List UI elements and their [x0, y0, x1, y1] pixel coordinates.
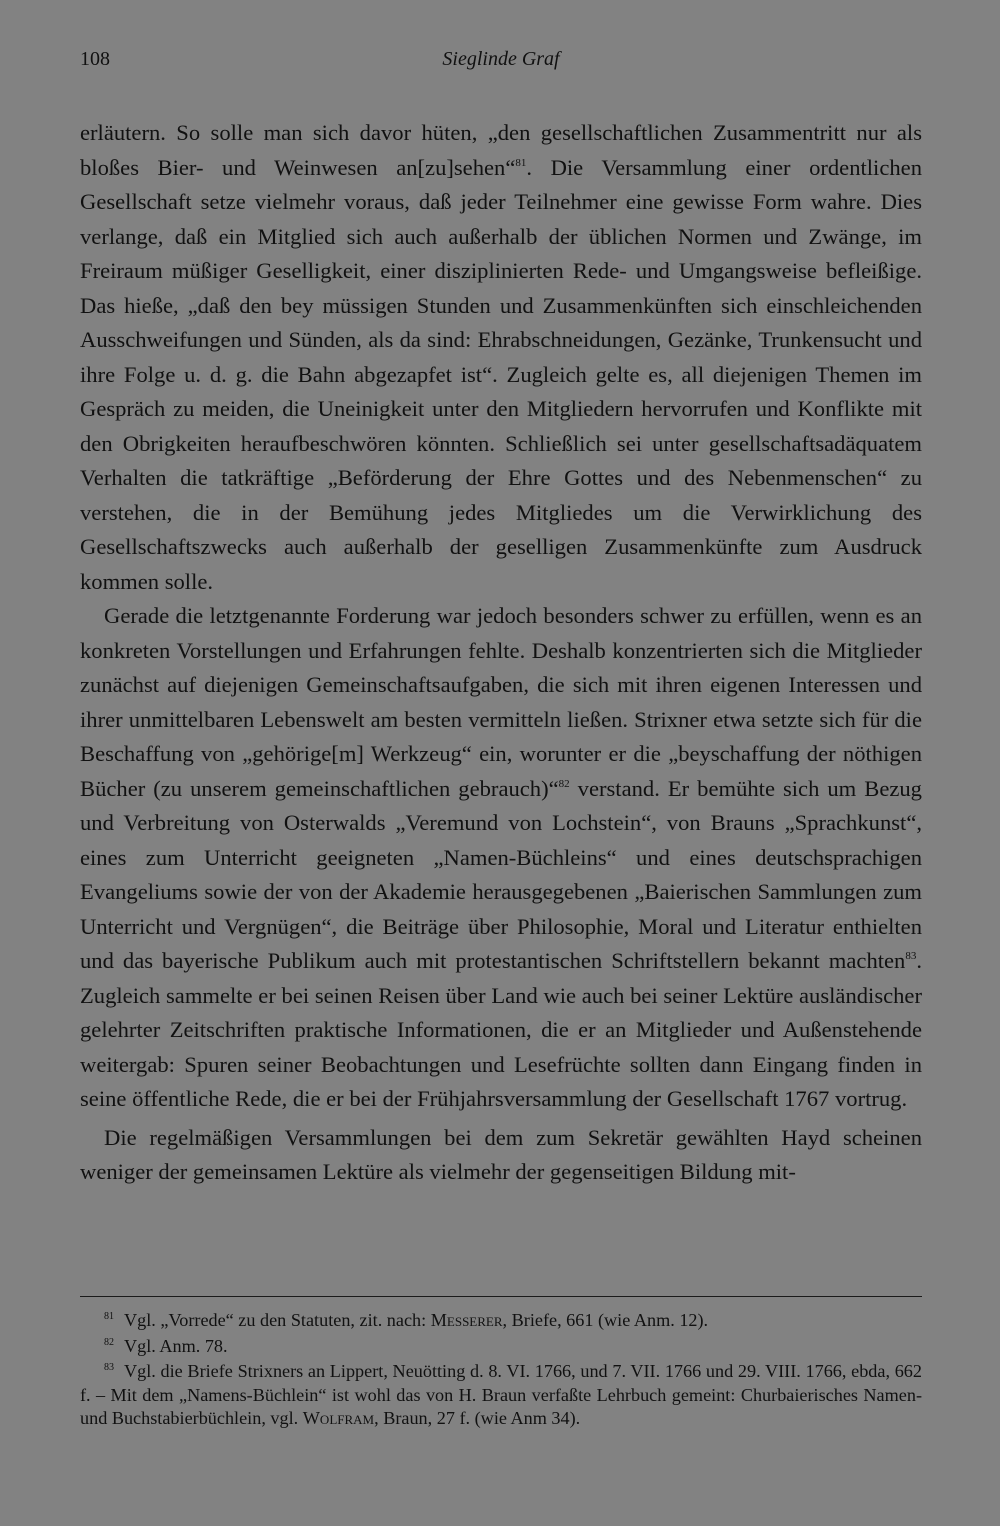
main-text [80, 116, 922, 1190]
running-title: Sieglinde Graf [442, 48, 560, 70]
footnote-divider [80, 1296, 922, 1297]
paragraph-1 [80, 116, 922, 599]
footnote-82-text: Vgl. Anm. 78. [124, 1335, 228, 1356]
footnote-83 [80, 1360, 922, 1431]
book-page [80, 48, 922, 1429]
paragraph-1-text-b: . Die Versammlung einer ordentlichen Gesellschaft setze vielmehr voraus, daß jeder Teilnehmer eine gewisse Form wahre. Dies verlange, daß ein Mitglied sich auch außerhalb der üblichen Normen und Zwänge, im Freiraum müßiger Geselligkeit, einer disziplinierten Rede- und Umgangsweise befleißige. Das hieße, „daß den bey müssigen Stunden und Zusammenkünften sich einschleichenden Ausschweifungen und Sünden, als da sind: Ehrabschneidungen, Gezänke, Trunkensucht und ihre Folge u. d. g. die Bahn abgezapfet ist“. Zugleich gelte es, all diejenigen Themen im Gespräch zu meiden, die Uneinigkeit unter den Mitgliedern hervorrufen und Konflikte mit den Obrigkeiten heraufbeschwören könnten. Schließlich sei unter gesellschaftsadäquatem Verhalten die tatkräftige „Beförderung der Ehre Gottes und des Nebenmenschen“ zu verstehen, die in der Bemühung jedes Mitgliedes um die Verwirklichung des Gesellschaftszwecks auch außerhalb der geselligen Zusammenkünfte zum Ausdruck kommen solle. [80, 154, 922, 594]
footnote-ref-82: 82 [558, 777, 570, 790]
footnote-83-number: 83 [104, 1362, 114, 1374]
footnote-81-number: 81 [104, 1311, 114, 1322]
footnote-82 [80, 1335, 922, 1359]
footnote-81 [80, 1309, 922, 1333]
paragraph-3-text: Die regelmäßigen Versammlungen bei dem zum Sekretär gewählten Hayd scheinen weniger der gemeinsamen Lektüre als vielmehr der gegenseitigen Bildung mit- [80, 1124, 922, 1184]
footnote-81-author: Messerer [430, 1310, 503, 1330]
paragraph-2-text-c: . Zugleich sammelte er bei seinen Reisen über Land wie auch bei seiner Lektüre ausländischer gelehrter Zeitschriften praktische Informationen, die er an Mitglieder und Außenstehende weitergab: Spuren seiner Beobachtungen und Lesefrüchte sollten dann Eingang finden in seine öffentliche Rede, die er bei der Frühjahrsversammlung der Gesellschaft 1767 vortrug. [80, 948, 922, 1111]
paragraph-3 [80, 1121, 922, 1190]
footnote-83-text-a: Vgl. die Briefe Strixners an Lippert, Neuötting d. 8. VI. 1766, und 7. VII. 1766 und 29. VIII. 1766, ebda, 662 f. – Mit dem „Namens-Büchlein“ ist wohl das von H. Braun verfaßte Lehrbuch gemeint: Churbaierisches Namen- und Buchstabierbüchlein, vgl. [80, 1361, 922, 1429]
footnote-83-text-b: , Braun, 27 f. (wie Anm 34). [374, 1408, 581, 1429]
paragraph-1-text-a: erläutern. So solle man sich davor hüten, „den gesellschaftlichen Zusammentritt nur als bloßes Bier- und Weinwesen an[zu]sehen“ [80, 120, 922, 180]
footnote-ref-81: 81 [515, 156, 527, 169]
paragraph-2-text-b: verstand. Er bemühte sich um Bezug und Verbreitung von Osterwalds „Veremund von Lochstein“, von Brauns „Sprachkunst“, eines zum Unterricht geeigneten „Namen-Büchleins“ und eines deutschsprachigen Evangeliums sowie der von der Akademie herausgegebenen „Baierischen Sammlungen zum Unterricht und Vergnügen“, die Beiträge über Philosophie, Moral und Literatur enthielten und das bayerische Publikum auch mit protestantischen Schriftstellern bekannt machten [80, 775, 922, 973]
footnote-ref-83: 83 [905, 950, 917, 962]
footnote-81-text-b: , Briefe, 661 (wie Anm. 12). [502, 1310, 709, 1330]
footnote-81-text-a: Vgl. „Vorrede“ zu den Statuten, zit. nach: [124, 1310, 431, 1330]
page-number: 108 [80, 48, 110, 70]
paragraph-2 [80, 599, 922, 1117]
footnotes [80, 1296, 922, 1433]
footnote-83-author: Wolfram [302, 1408, 375, 1429]
footnote-82-number: 82 [104, 1336, 114, 1348]
paragraph-2-text-a: Gerade die letztgenannte Forderung war jedoch besonders schwer zu erfüllen, wenn es an konkreten Vorstellungen und Erfahrungen fehlte. Deshalb konzentrierten sich die Mitglieder zunächst auf diejenigen Gemeinschaftsaufgaben, die sich mit ihren eigenen Interessen und ihrer unmittelbaren Lebenswelt am besten vermitteln ließen. Strixner etwa setzte sich für die Beschaffung von „gehörige[m] Werkzeug“ ein, worunter er die „beyschaffung der nöthigen Bücher (zu unserem gemeinschaftlichen gebrauch)“ [80, 603, 922, 801]
running-head [80, 48, 922, 78]
